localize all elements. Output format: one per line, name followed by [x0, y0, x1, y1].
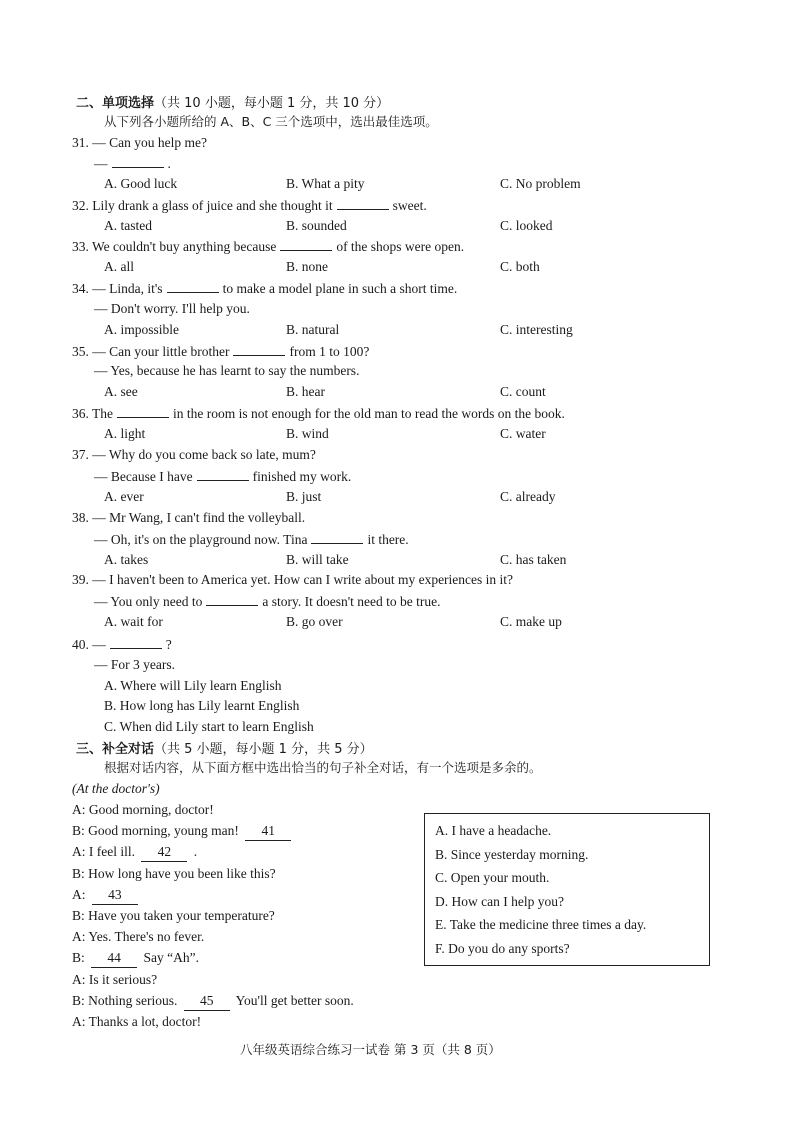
answer-blank[interactable]	[206, 592, 258, 606]
option-c[interactable]: C. make up	[500, 614, 562, 629]
box-option-e: E. Take the medicine three times a day.	[435, 917, 647, 932]
question-text: — For 3 years.	[94, 657, 175, 672]
question-31-line-1	[72, 134, 207, 152]
question-text: — Yes, because he has learnt to say the numbers.	[94, 363, 360, 378]
question-38-line-2	[94, 530, 409, 549]
dialogue-line	[72, 843, 197, 862]
question-text: — Don't worry. I'll help you.	[94, 301, 250, 316]
question-text: — Can you help me?	[92, 135, 207, 150]
question-34-line-2	[94, 300, 250, 318]
question-number: 34.	[72, 281, 93, 296]
option-c[interactable]: C. both	[500, 259, 540, 274]
dialogue-line	[72, 992, 354, 1011]
dialogue-speaker-text: A: Good morning, doctor!	[72, 802, 214, 817]
box-option-a: A. I have a headache.	[435, 823, 552, 838]
question-34-line-1	[72, 279, 457, 298]
option-b[interactable]: B. What a pity	[286, 176, 365, 191]
option-c[interactable]: C. water	[500, 426, 546, 441]
dialogue-speaker-text: A: Yes. There's no fever.	[72, 929, 205, 944]
dialogue-trailing-text: Say “Ah”.	[140, 950, 199, 965]
question-31-line-2	[94, 154, 171, 173]
question-40-line-2	[94, 656, 175, 674]
option-b[interactable]: B. natural	[286, 322, 340, 337]
question-39-line-1	[72, 571, 513, 589]
section3-title: 三、补全对话	[76, 742, 155, 757]
option-a[interactable]: A. all	[104, 259, 134, 274]
dialogue-trailing-text: You'll get better soon.	[232, 993, 354, 1008]
box-option-b: B. Since yesterday morning.	[435, 846, 589, 862]
box-option-d: D. How can I help you?	[435, 893, 564, 909]
question-text: a story. It doesn't need to be true.	[262, 594, 441, 609]
question-text: — Mr Wang, I can't find the volleyball.	[92, 510, 306, 525]
option-a[interactable]: A. takes	[104, 552, 149, 567]
dialogue-speaker-text: B: Have you taken your temperature?	[72, 908, 275, 923]
section2-heading	[76, 92, 389, 111]
section2-title: 二、单项选择	[76, 96, 155, 111]
option-a[interactable]: A. tasted	[104, 218, 152, 233]
answer-blank[interactable]	[112, 154, 164, 168]
question-36-line-1	[72, 404, 565, 423]
question-text: in the room is not enough for the old man to read the words on the book.	[173, 406, 565, 421]
question-32-line-1	[72, 196, 427, 215]
option-a[interactable]: A. Where will Lily learn English	[104, 678, 282, 693]
question-text: — I haven't been to America yet. How can I write about my experiences in it?	[92, 572, 514, 587]
question-text: it there.	[367, 532, 409, 547]
dialogue-speaker-text: B: Nothing serious.	[72, 993, 181, 1008]
dialogue-line	[72, 865, 276, 883]
question-text: The	[92, 406, 114, 421]
question-number: 31.	[72, 135, 93, 150]
question-text: — Can your little brother	[92, 344, 230, 359]
option-a[interactable]: A. impossible	[104, 322, 180, 337]
option-b[interactable]: B. go over	[286, 614, 343, 629]
question-number: 39.	[72, 572, 93, 587]
box-option-c: C. Open your mouth.	[435, 870, 550, 885]
question-37-line-1	[72, 446, 316, 464]
question-39-line-2	[94, 592, 441, 611]
question-37-line-2	[94, 467, 351, 486]
question-text: —	[94, 156, 108, 171]
dialogue-blank-43[interactable]: 43	[92, 886, 138, 905]
section3-note: （共 5 小题，每小题 1 分，共 5 分）	[154, 742, 373, 757]
option-b[interactable]: B. will take	[286, 552, 349, 567]
option-a[interactable]: A. wait for	[104, 614, 163, 629]
dialogue-blank-41[interactable]: 41	[245, 822, 291, 841]
question-text: We couldn't buy anything because	[92, 239, 277, 254]
section3-heading	[76, 738, 373, 757]
question-text: finished my work.	[252, 469, 352, 484]
question-text: — Oh, it's on the playground now. Tina	[94, 532, 308, 547]
question-number: 40.	[72, 637, 93, 652]
option-b[interactable]: B. How long has Lily learnt English	[104, 698, 300, 713]
dialogue-speaker-text: A: Thanks a lot, doctor!	[72, 1014, 202, 1029]
question-text: —	[92, 637, 106, 652]
dialogue-line	[72, 1013, 201, 1031]
option-c[interactable]: C. No problem	[500, 176, 581, 191]
question-number: 38.	[72, 510, 93, 525]
question-number: 36.	[72, 406, 93, 421]
answer-blank[interactable]	[280, 237, 332, 251]
question-text: .	[167, 156, 171, 171]
dialogue-trailing-text: .	[190, 844, 198, 859]
question-text: — You only need to	[94, 594, 203, 609]
answer-blank[interactable]	[311, 530, 363, 544]
answer-blank[interactable]	[167, 279, 219, 293]
option-b[interactable]: B. wind	[286, 426, 329, 441]
dialogue-blank-42[interactable]: 42	[141, 843, 187, 862]
question-text: ?	[165, 637, 172, 652]
box-option-f: F. Do you do any sports?	[435, 940, 570, 956]
dialogue-line	[72, 971, 157, 989]
question-number: 32.	[72, 198, 93, 213]
option-c[interactable]: C. has taken	[500, 552, 567, 567]
question-text: to make a model plane in such a short time.	[222, 281, 458, 296]
dialogue-line	[72, 801, 214, 819]
dialogue-speaker-text: B: Good morning, young man!	[72, 823, 243, 838]
option-c[interactable]: C. looked	[500, 218, 553, 233]
section2-instruction: 从下列各小题所给的 A、B、C 三个选项中，选出最佳选项。	[104, 114, 438, 129]
option-c[interactable]: C. interesting	[500, 322, 573, 337]
dialogue-speaker-text: A: I feel ill.	[72, 844, 139, 859]
option-a[interactable]: A. ever	[104, 489, 144, 504]
option-b[interactable]: B. hear	[286, 384, 325, 399]
option-b[interactable]: B. none	[286, 259, 328, 274]
question-text: — Why do you come back so late, mum?	[92, 447, 316, 462]
option-a[interactable]: A. light	[104, 426, 146, 441]
answer-blank[interactable]	[233, 342, 285, 356]
question-text: — Linda, it's	[92, 281, 163, 296]
answer-blank[interactable]	[337, 196, 389, 210]
question-text: from 1 to 100?	[289, 344, 370, 359]
question-40-line-1	[72, 635, 172, 654]
question-text: — Because I have	[94, 469, 193, 484]
option-c[interactable]: C. already	[500, 489, 556, 504]
question-text: Lily drank a glass of juice and she thought it	[92, 198, 333, 213]
question-35-line-1	[72, 342, 369, 361]
dialogue-speaker-text: A: Is it serious?	[72, 972, 158, 987]
dialogue-line	[72, 907, 275, 925]
dialogue-blank-45[interactable]: 45	[184, 992, 230, 1011]
dialogue-line	[72, 928, 204, 946]
option-c[interactable]: C. count	[500, 384, 546, 399]
option-a[interactable]: A. see	[104, 384, 138, 399]
question-38-line-1	[72, 509, 305, 527]
page-footer: 八年级英语综合练习一试卷 第 3 页（共 8 页）	[240, 1042, 501, 1057]
section3-instruction: 根据对话内容，从下面方框中选出恰当的句子补全对话，有一个选项是多余的。	[104, 760, 542, 775]
option-b[interactable]: B. just	[286, 489, 322, 504]
question-number: 37.	[72, 447, 93, 462]
option-c[interactable]: C. When did Lily start to learn English	[104, 719, 314, 734]
option-a[interactable]: A. Good luck	[104, 176, 178, 191]
question-text: sweet.	[392, 198, 427, 213]
dialogue-line	[72, 822, 294, 841]
option-b[interactable]: B. sounded	[286, 218, 347, 233]
answer-blank[interactable]	[110, 635, 162, 649]
dialogue-scene: (At the doctor's)	[72, 781, 160, 796]
question-35-line-2	[94, 362, 359, 380]
dialogue-speaker-text: A:	[72, 887, 89, 902]
dialogue-blank-44[interactable]: 44	[91, 949, 137, 968]
dialogue-line	[72, 949, 199, 968]
options-box	[424, 813, 710, 966]
question-number: 35.	[72, 344, 93, 359]
answer-blank[interactable]	[197, 467, 249, 481]
dialogue-speaker-text: B: How long have you been like this?	[72, 866, 276, 881]
question-text: of the shops were open.	[336, 239, 465, 254]
answer-blank[interactable]	[117, 404, 169, 418]
dialogue-speaker-text: B:	[72, 950, 89, 965]
section2-note: （共 10 小题，每小题 1 分，共 10 分）	[154, 96, 390, 111]
dialogue-line	[72, 886, 141, 905]
question-33-line-1	[72, 237, 464, 256]
question-number: 33.	[72, 239, 93, 254]
